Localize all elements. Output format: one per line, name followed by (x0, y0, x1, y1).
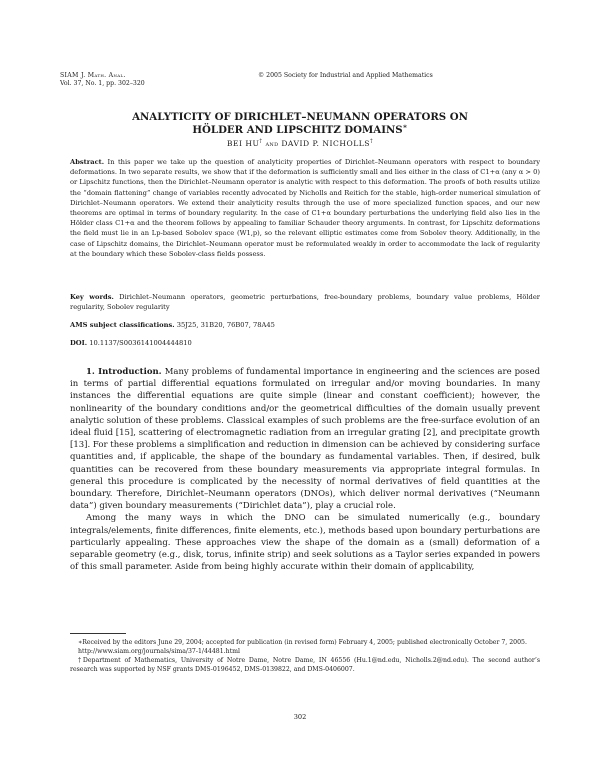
author-2-mark: † (369, 138, 374, 145)
intro-paragraph-1-text: Many problems of fundamental importance in engineering and the sciences are posed in terms of partial differential equations formulated on irregular and/or moving boundaries. In many instances the differential equations are quite simple (linear and constant coefficient); however, the nonlinearity of the boundary conditions and/or the geometrical difficulties of the domain usually prevent analytic solution of these problems. Classical examples of such problems are the free-surface evolution of an ideal fluid [15], scattering of electromagnetic radiation from an irregular grating [2], and precipitate growth [13]. For these problems a simplification and reduction in dimension can be achieved by considering surface quantities and, if applicable, the shape of the boundary as fundamental variables. Then, if desired, bulk quantities can be recovered from these boundary measurements via appropriate integral formulas. In general this procedure is complicated by the necessity of normal derivatives of field quantities at the boundary. Therefore, Dirichlet–Neumann operators (DNOs), which deliver normal derivatives (“Neumann data”) given boundary measurements (“Dirichlet data”), play a crucial role. (70, 367, 541, 512)
title-footnote-mark: ∗ (402, 121, 408, 131)
author-2: DAVID P. NICHOLLS (281, 139, 370, 148)
paper-title (60, 111, 540, 137)
keywords (70, 292, 540, 312)
abstract-text: In this paper we take up the question of analyticity properties of Dirichlet–Neumann operators with respect to boundary deformations. In two separate results, we show that if the deformation is sufficiently small and lies either in the class of C1+α (any α > 0) or Lipschitz functions, then the Dirichlet–Neumann operator is analytic with respect to this deformation. The proofs of both results utilize the “domain flattening” change of variables recently advocated by Nicholls and Reitich for the stable, high-order numerical simulation of Dirichlet–Neumann operators. We extend their analyticity results through the use of more specialized function spaces, and our new theorems are optimal in terms of boundary regularity. In the case of C1+α boundary perturbations the underlying field also lies in the Hölder class C1+α and the theorem follows by appealing to familiar Schauder theory arguments. In contrast, for Lipschitz deformations the field must lie in an Lp-based Sobolev space (W1,p), so the relevant elliptic estimates come from Sobolev theory. Additionally, in the case of Lipschitz domains, the Dirichlet–Neumann operator must be reformulated weakly in order to accommodate the lack of regularity at the boundary which these Sobolev-class fields possess. (70, 158, 540, 258)
footnote-affiliation: †Department of Mathematics, University of Notre Dame, Notre Dame, IN 46556 (Hu.1@nd.edu, Nicholls.2@nd.edu). The second author’s research was supported by NSF grants DMS-0196452, DMS-0139822, and DMS-0406007. (70, 657, 540, 674)
journal-header (60, 72, 145, 88)
intro-paragraph-2: Among the many ways in which the DNO can be simulated numerically (e.g., boundary integrals/elements, finite differences, finite elements, etc.), methods based upon boundary perturbations are particularly appealing. These approaches view the shape of the domain as a (small) deformation of a separable geometry (e.g., disk, torus, infinite strip) and seek solutions as a Taylor series expanded in powers of this small parameter. Aside from being highly accurate within their domain of applicability, (70, 513, 540, 573)
authors-and: and (265, 139, 279, 148)
ams-classifications (70, 320, 540, 330)
abstract-label: Abstract. (70, 158, 105, 166)
copyright-notice: © 2005 Society for Industrial and Applied Mathematics (258, 72, 433, 79)
journal-volume: Vol. 37, No. 1, pp. 302–320 (60, 80, 145, 87)
footnote-rule (70, 633, 126, 634)
doi (70, 338, 540, 348)
abstract (70, 157, 540, 259)
authors (60, 139, 540, 148)
journal-name: SIAM J. Math. Anal. (60, 72, 126, 79)
intro-paragraph-1 (70, 366, 540, 512)
author-1: BEI HU (226, 139, 260, 148)
title-line-2: HÖLDER AND LIPSCHITZ DOMAINS∗ (192, 121, 408, 136)
introduction-section (70, 366, 540, 573)
keywords-text: Dirichlet–Neumann operators, geometric perturbations, free-boundary problems, boundary value problems, Hölder regularity, Sobolev regularity (70, 293, 540, 312)
title-line-1: ANALYTICITY OF DIRICHLET–NEUMANN OPERATORS ON (132, 111, 468, 123)
doi-label: DOI. (70, 339, 88, 347)
keywords-label: Key words. (70, 293, 114, 301)
ams-label: AMS subject classifications. (70, 321, 175, 329)
section-title: 1. Introduction. (86, 367, 162, 377)
doi-text: 10.1137/S0036141004444810 (89, 339, 192, 347)
footnotes (70, 638, 540, 674)
footnote-received: ∗Received by the editors June 29, 2004; accepted for publication (in revised form) February 4, 2005; published electronically October 7, 2005. (78, 639, 527, 646)
ams-text: 35J25, 31B20, 76B07, 78A45 (176, 321, 275, 329)
footnote-url[interactable]: http://www.siam.org/journals/sima/37-1/44481.html (78, 648, 240, 656)
author-1-mark: † (259, 138, 263, 145)
page-number: 302 (293, 713, 307, 721)
